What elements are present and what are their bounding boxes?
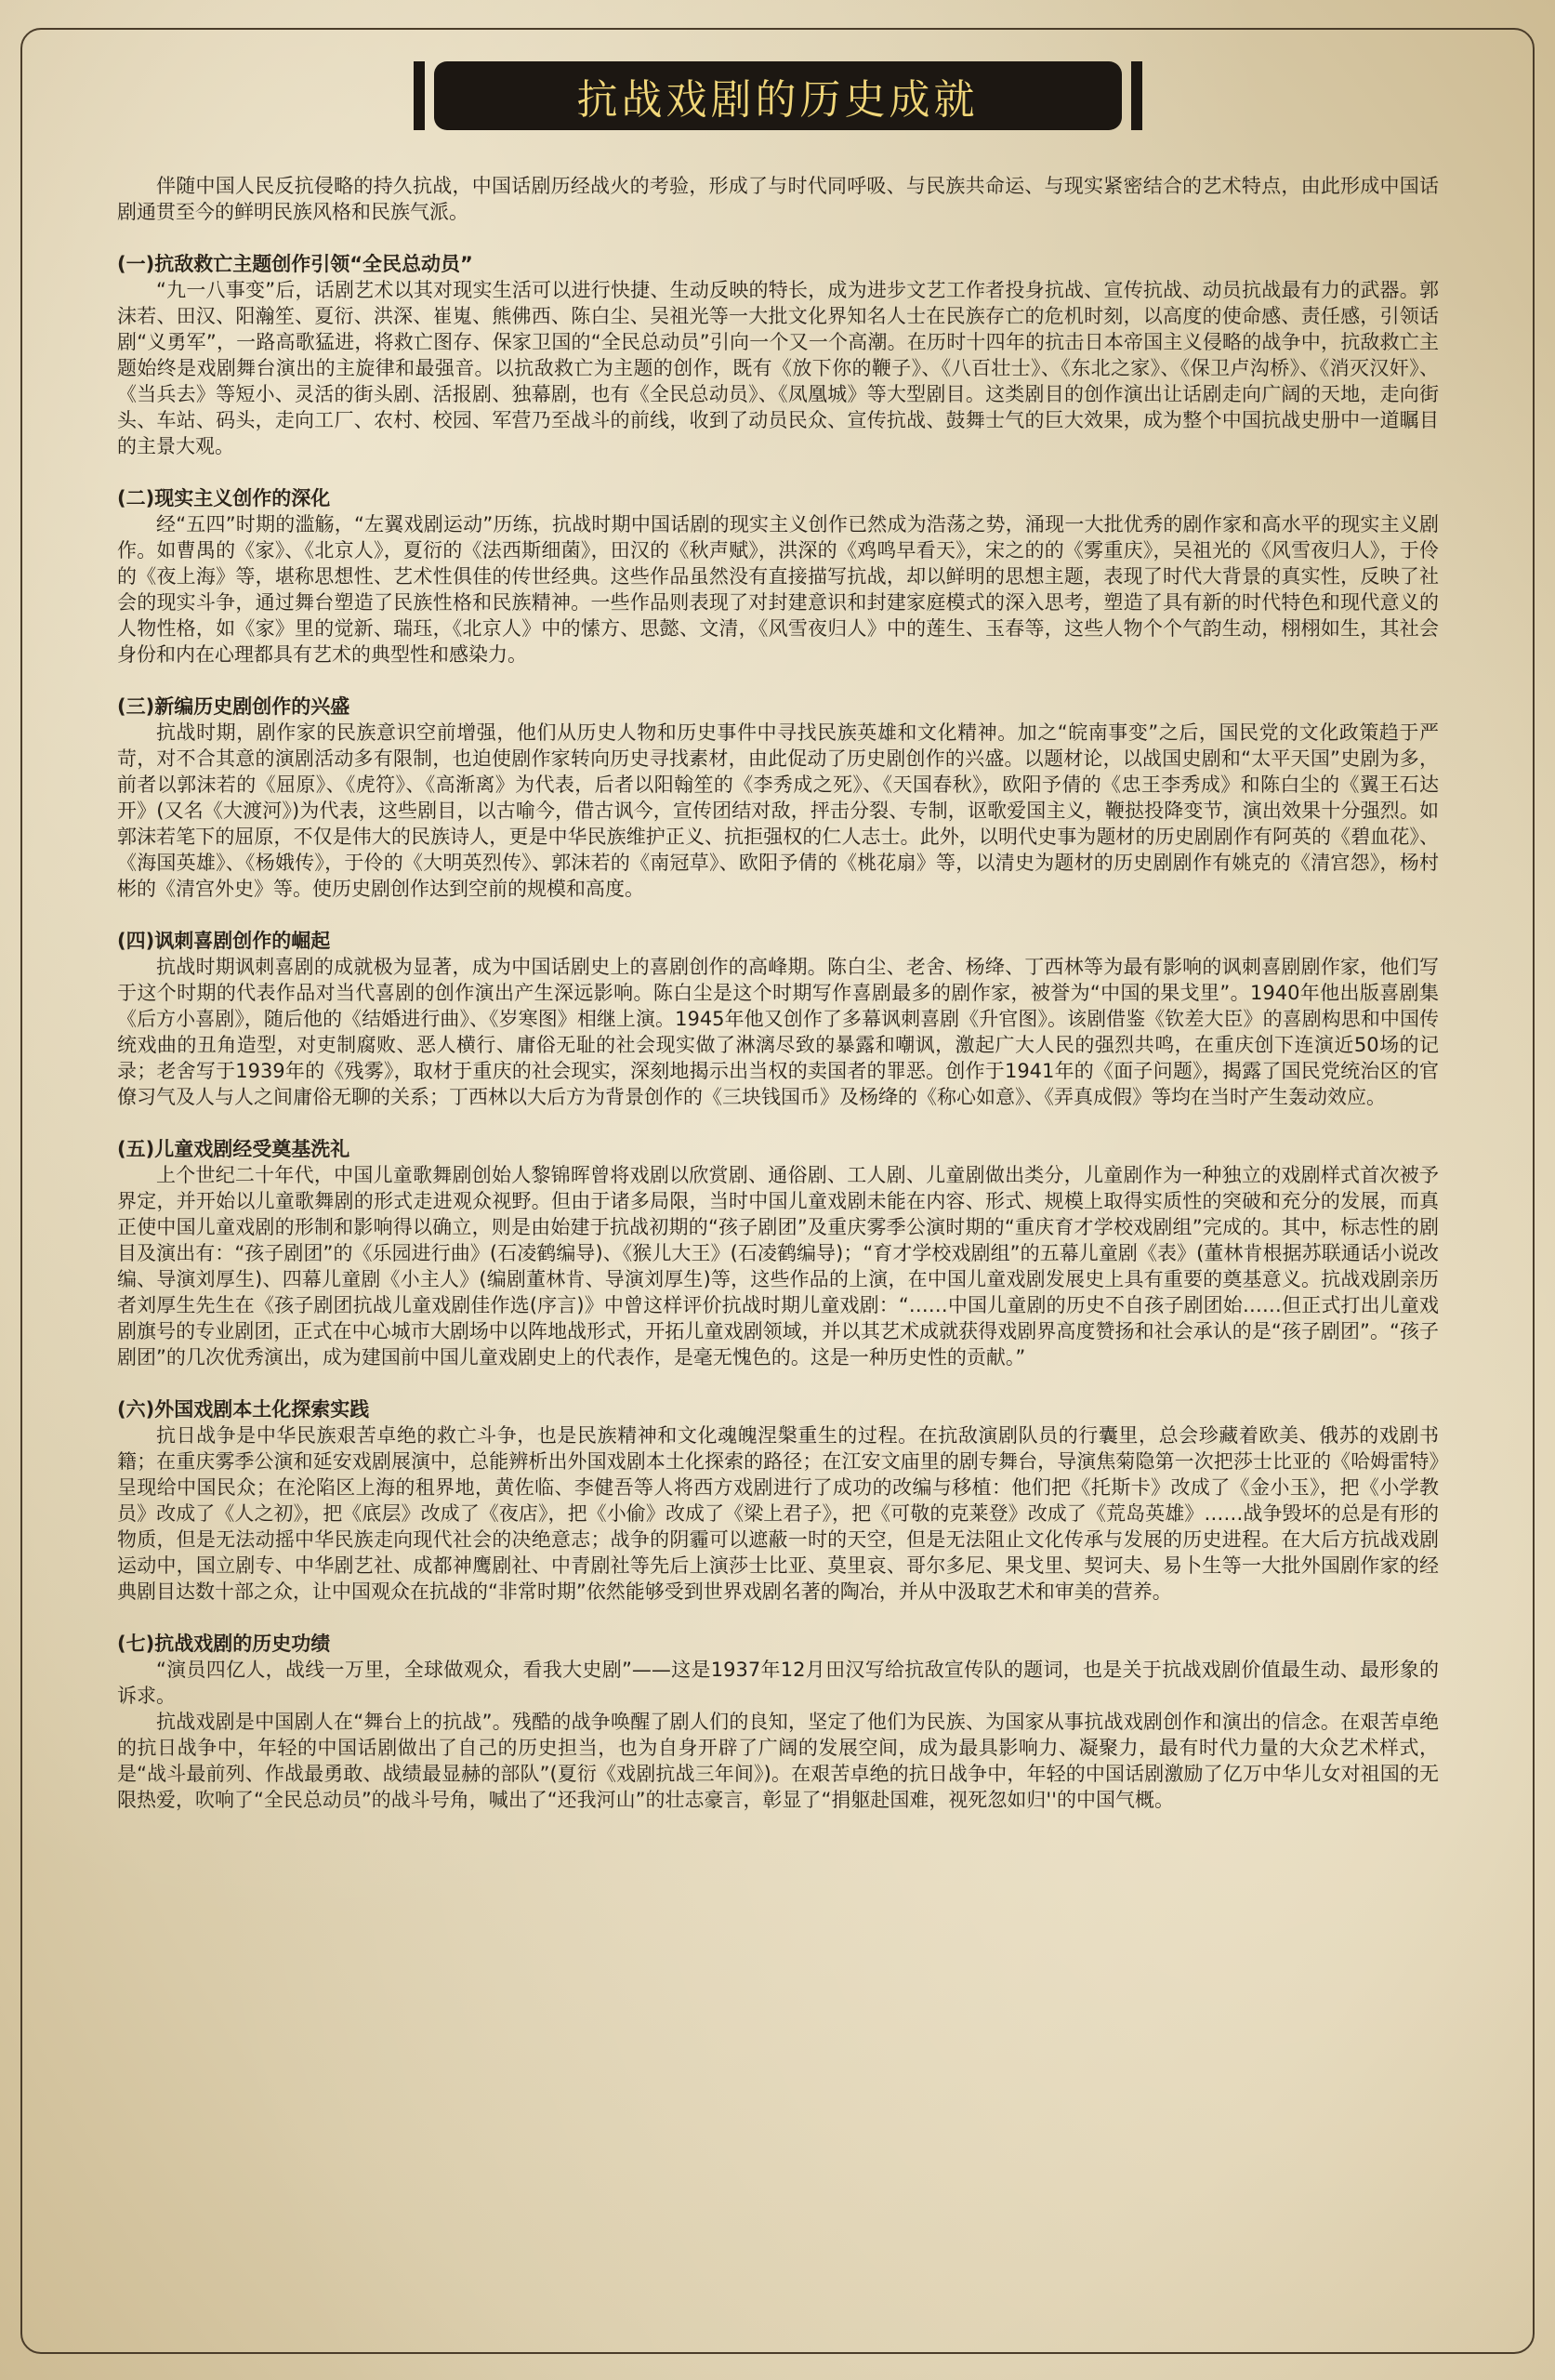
title-banner <box>0 61 1555 130</box>
page-title: 抗战戏剧的历史成就 <box>576 76 979 124</box>
title-right-bar <box>1131 61 1142 130</box>
section-5 <box>117 1136 1439 1370</box>
section-heading: (四)讽刺喜剧创作的崛起 <box>117 930 331 952</box>
section-paragraph: 上个世纪二十年代，中国儿童歌舞剧创始人黎锦晖曾将戏剧以欣赏剧、通俗剧、工人剧、儿童剧做出类分，儿童剧作为一种独立的戏剧样式首次被予界定，并开始以儿童歌舞剧的形式走进观众视野。但由于诸多局限，当时中国儿童戏剧未能在内容、形式、规模上取得实质性的突破和充分的发展，而真正使中国儿童戏剧的形制和影响得以确立，则是由始建于抗战初期的“孩子剧团”及重庆雾季公演时期的“重庆育才学校戏剧组”完成的。其中，标志性的剧目及演出有：“孩子剧团”的《乐园进行曲》(石凌鹤编导)、《猴儿大王》(石凌鹤编导)；“育才学校戏剧组”的五幕儿童剧《表》(董林肯根据苏联通话小说改编、导演刘厚生)、四幕儿童剧《小主人》(编剧董林肯、导演刘厚生)等，这些作品的上演，在中国儿童戏剧发展史上具有重要的奠基意义。抗战戏剧亲历者刘厚生先生在《孩子剧团抗战儿童戏剧佳作选(序言)》中曾这样评价抗战时期儿童戏剧：“……中国儿童剧的历史不自孩子剧团始……但正式打出儿童戏剧旗号的专业剧团，正式在中心城市大剧场中以阵地战形式，开拓儿童戏剧领域，并以其艺术成就获得戏剧界高度赞扬和社会承认的是“孩子剧团”。“孩子剧团”的几次优秀演出，成为建国前中国儿童戏剧史上的代表作，是毫无愧色的。这是一种历史性的贡献。” <box>117 1164 1439 1368</box>
section-heading: (一)抗敌救亡主题创作引领“全民总动员” <box>117 253 473 275</box>
section-heading: (六)外国戏剧本土化探索实践 <box>117 1398 370 1421</box>
intro-paragraph: 伴随中国人民反抗侵略的持久抗战，中国话剧历经战火的考验，形成了与时代同呼吸、与民族共命运、与现实紧密结合的艺术特点，由此形成中国话剧通贯至今的鲜明民族风格和民族气派。 <box>117 175 1439 223</box>
title-box <box>434 61 1122 130</box>
section-paragraph: 抗日战争是中华民族艰苦卓绝的救亡斗争，也是民族精神和文化魂魄涅槃重生的过程。在抗敌演剧队员的行囊里，总会珍藏着欧美、俄苏的戏剧书籍；在重庆雾季公演和延安戏剧展演中，总能辨析出外国戏剧本土化探索的路径；在江安文庙里的剧专舞台，导演焦菊隐第一次把莎士比亚的《哈姆雷特》呈现给中国民众；在沦陷区上海的租界地，黄佐临、李健吾等人将西方戏剧进行了成功的改编与移植：他们把《托斯卡》改成了《金小玉》，把《小学教员》改成了《人之初》，把《底层》改成了《夜店》，把《小偷》改成了《梁上君子》，把《可敬的克莱登》改成了《荒岛英雄》……战争毁坏的总是有形的物质，但是无法动摇中华民族走向现代社会的决绝意志；战争的阴霾可以遮蔽一时的天空，但是无法阻止文化传承与发展的历史进程。在大后方抗战戏剧运动中，国立剧专、中华剧艺社、成都神鹰剧社、中青剧社等先后上演莎士比亚、莫里哀、哥尔多尼、果戈里、契诃夫、易卜生等一大批外国剧作家的经典剧目达数十部之众，让中国观众在抗战的“非常时期”依然能够受到世界戏剧名著的陶冶，并从中汲取艺术和审美的营养。 <box>117 1424 1439 1603</box>
section-heading: (五)儿童戏剧经受奠基洗礼 <box>117 1138 350 1160</box>
article-body <box>117 173 1439 1839</box>
section-heading: (二)现实主义创作的深化 <box>117 487 331 509</box>
section-4 <box>117 928 1439 1110</box>
section-paragraph: “九一八事变”后，话剧艺术以其对现实生活可以进行快捷、生动反映的特长，成为进步文艺工作者投身抗战、宣传抗战、动员抗战最有力的武器。郭沫若、田汉、阳瀚笙、夏衍、洪深、崔嵬、熊佛西、陈白尘、吴祖光等一大批文化界知名人士在民族存亡的危机时刻，以高度的使命感、责任感，引领话剧“义勇军”，一路高歌猛进，将救亡图存、保家卫国的“全民总动员”引向一个又一个高潮。在历时十四年的抗击日本帝国主义侵略的战争中，抗敌救亡主题始终是戏剧舞台演出的主旋律和最强音。以抗敌救亡为主题的创作，既有《放下你的鞭子》、《八百壮士》、《东北之家》、《保卫卢沟桥》、《消灭汉奸》、《当兵去》等短小、灵活的街头剧、活报剧、独幕剧，也有《全民总动员》、《凤凰城》等大型剧目。这类剧目的创作演出让话剧走向广阔的天地，走向街头、车站、码头，走向工厂、农村、校园、军营乃至战斗的前线，收到了动员民众、宣传抗战、鼓舞士气的巨大效果，成为整个中国抗战史册中一道瞩目的主景大观。 <box>117 279 1439 457</box>
section-paragraph: 抗战时期讽刺喜剧的成就极为显著，成为中国话剧史上的喜剧创作的高峰期。陈白尘、老舍、杨绛、丁西林等为最有影响的讽刺喜剧剧作家，他们写于这个时期的代表作品对当代喜剧的创作演出产生深远影响。陈白尘是这个时期写作喜剧最多的剧作家，被誉为“中国的果戈里”。1940年他出版喜剧集《后方小喜剧》，随后他的《结婚进行曲》、《岁寒图》相继上演。1945年他又创作了多幕讽刺喜剧《升官图》。该剧借鉴《钦差大臣》的喜剧构思和中国传统戏曲的丑角造型，对吏制腐败、恶人横行、庸俗无耻的社会现实做了淋漓尽致的暴露和嘲讽，激起广大人民的强烈共鸣，在重庆创下连演近50场的记录；老舍写于1939年的《残雾》，取材于重庆的社会现实，深刻地揭示出当权的卖国者的罪恶。创作于1941年的《面子问题》，揭露了国民党统治区的官僚习气及人与人之间庸俗无聊的关系；丁西林以大后方为背景创作的《三块钱国币》及杨绛的《称心如意》、《弄真成假》等均在当时产生轰动效应。 <box>117 956 1439 1108</box>
section-3 <box>117 694 1439 902</box>
section-paragraph: 经“五四”时期的滥觞，“左翼戏剧运动”历练，抗战时期中国话剧的现实主义创作已然成为浩荡之势，涌现一大批优秀的剧作家和高水平的现实主义剧作。如曹禺的《家》、《北京人》，夏衍的《法西斯细菌》，田汉的《秋声赋》，洪深的《鸡鸣早看天》，宋之的的《雾重庆》，吴祖光的《风雪夜归人》，于伶的《夜上海》等，堪称思想性、艺术性俱佳的传世经典。这些作品虽然没有直接描写抗战，却以鲜明的思想主题，表现了时代大背景的真实性，反映了社会的现实斗争，通过舞台塑造了民族性格和民族精神。一些作品则表现了对封建意识和封建家庭模式的深入思考，塑造了具有新的时代特色和现代意义的人物性格，如《家》里的觉新、瑞珏，《北京人》中的愫方、思懿、文清，《风雪夜归人》中的莲生、玉春等，这些人物个个气韵生动，栩栩如生，其社会身份和内在心理都具有艺术的典型性和感染力。 <box>117 513 1439 666</box>
title-left-bar <box>414 61 425 130</box>
section-6 <box>117 1396 1439 1605</box>
section-paragraph: 抗战时期，剧作家的民族意识空前增强，他们从历史人物和历史事件中寻找民族英雄和文化精神。加之“皖南事变”之后，国民党的文化政策趋于严苛，对不合其意的演剧活动多有限制，也迫使剧作家转向历史寻找素材，由此促动了历史剧创作的兴盛。以题材论，以战国史剧和“太平天国”史剧为多，前者以郭沫若的《屈原》、《虎符》、《高渐离》为代表，后者以阳翰笙的《李秀成之死》、《天国春秋》，欧阳予倩的《忠王李秀成》和陈白尘的《翼王石达开》(又名《大渡河》)为代表，这些剧目，以古喻今，借古讽今，宣传团结对敌，抨击分裂、专制，讴歌爱国主义，鞭挞投降变节，演出效果十分强烈。如郭沫若笔下的屈原，不仅是伟大的民族诗人，更是中华民族维护正义、抗拒强权的仁人志士。此外，以明代史事为题材的历史剧剧作有阿英的《碧血花》、《海国英雄》、《杨娥传》，于伶的《大明英烈传》、郭沫若的《南冠草》、欧阳予倩的《桃花扇》等，以清史为题材的历史剧剧作有姚克的《清宫怨》，杨村彬的《清宫外史》等。使历史剧创作达到空前的规模和高度。 <box>117 721 1439 900</box>
section-1 <box>117 251 1439 459</box>
section-heading: (七)抗战戏剧的历史功绩 <box>117 1633 331 1655</box>
section-2 <box>117 485 1439 668</box>
section-paragraph: “演员四亿人，战线一万里，全球做观众，看我大史剧”——这是1937年12月田汉写给抗敌宣传队的题词，也是关于抗战戏剧价值最生动、最形象的诉求。 <box>117 1659 1439 1707</box>
section-paragraph: 抗战戏剧是中国剧人在“舞台上的抗战”。残酷的战争唤醒了剧人们的良知，坚定了他们为民族、为国家从事抗战戏剧创作和演出的信念。在艰苦卓绝的抗日战争中，年轻的中国话剧做出了自己的历史担当，也为自身开辟了广阔的发展空间，成为最具影响力、凝聚力，最有时代力量的大众艺术样式，是“战斗最前列、作战最勇敢、战绩最显赫的部队”(夏衍《戏剧抗战三年间》)。在艰苦卓绝的抗日战争中，年轻的中国话剧激励了亿万中华儿女对祖国的无限热爱，吹响了“全民总动员”的战斗号角，喊出了“还我河山”的壮志豪言，彰显了“捐躯赴国难，视死忽如归''的中国气概。 <box>117 1711 1439 1811</box>
section-7 <box>117 1631 1439 1813</box>
section-heading: (三)新编历史剧创作的兴盛 <box>117 695 350 718</box>
